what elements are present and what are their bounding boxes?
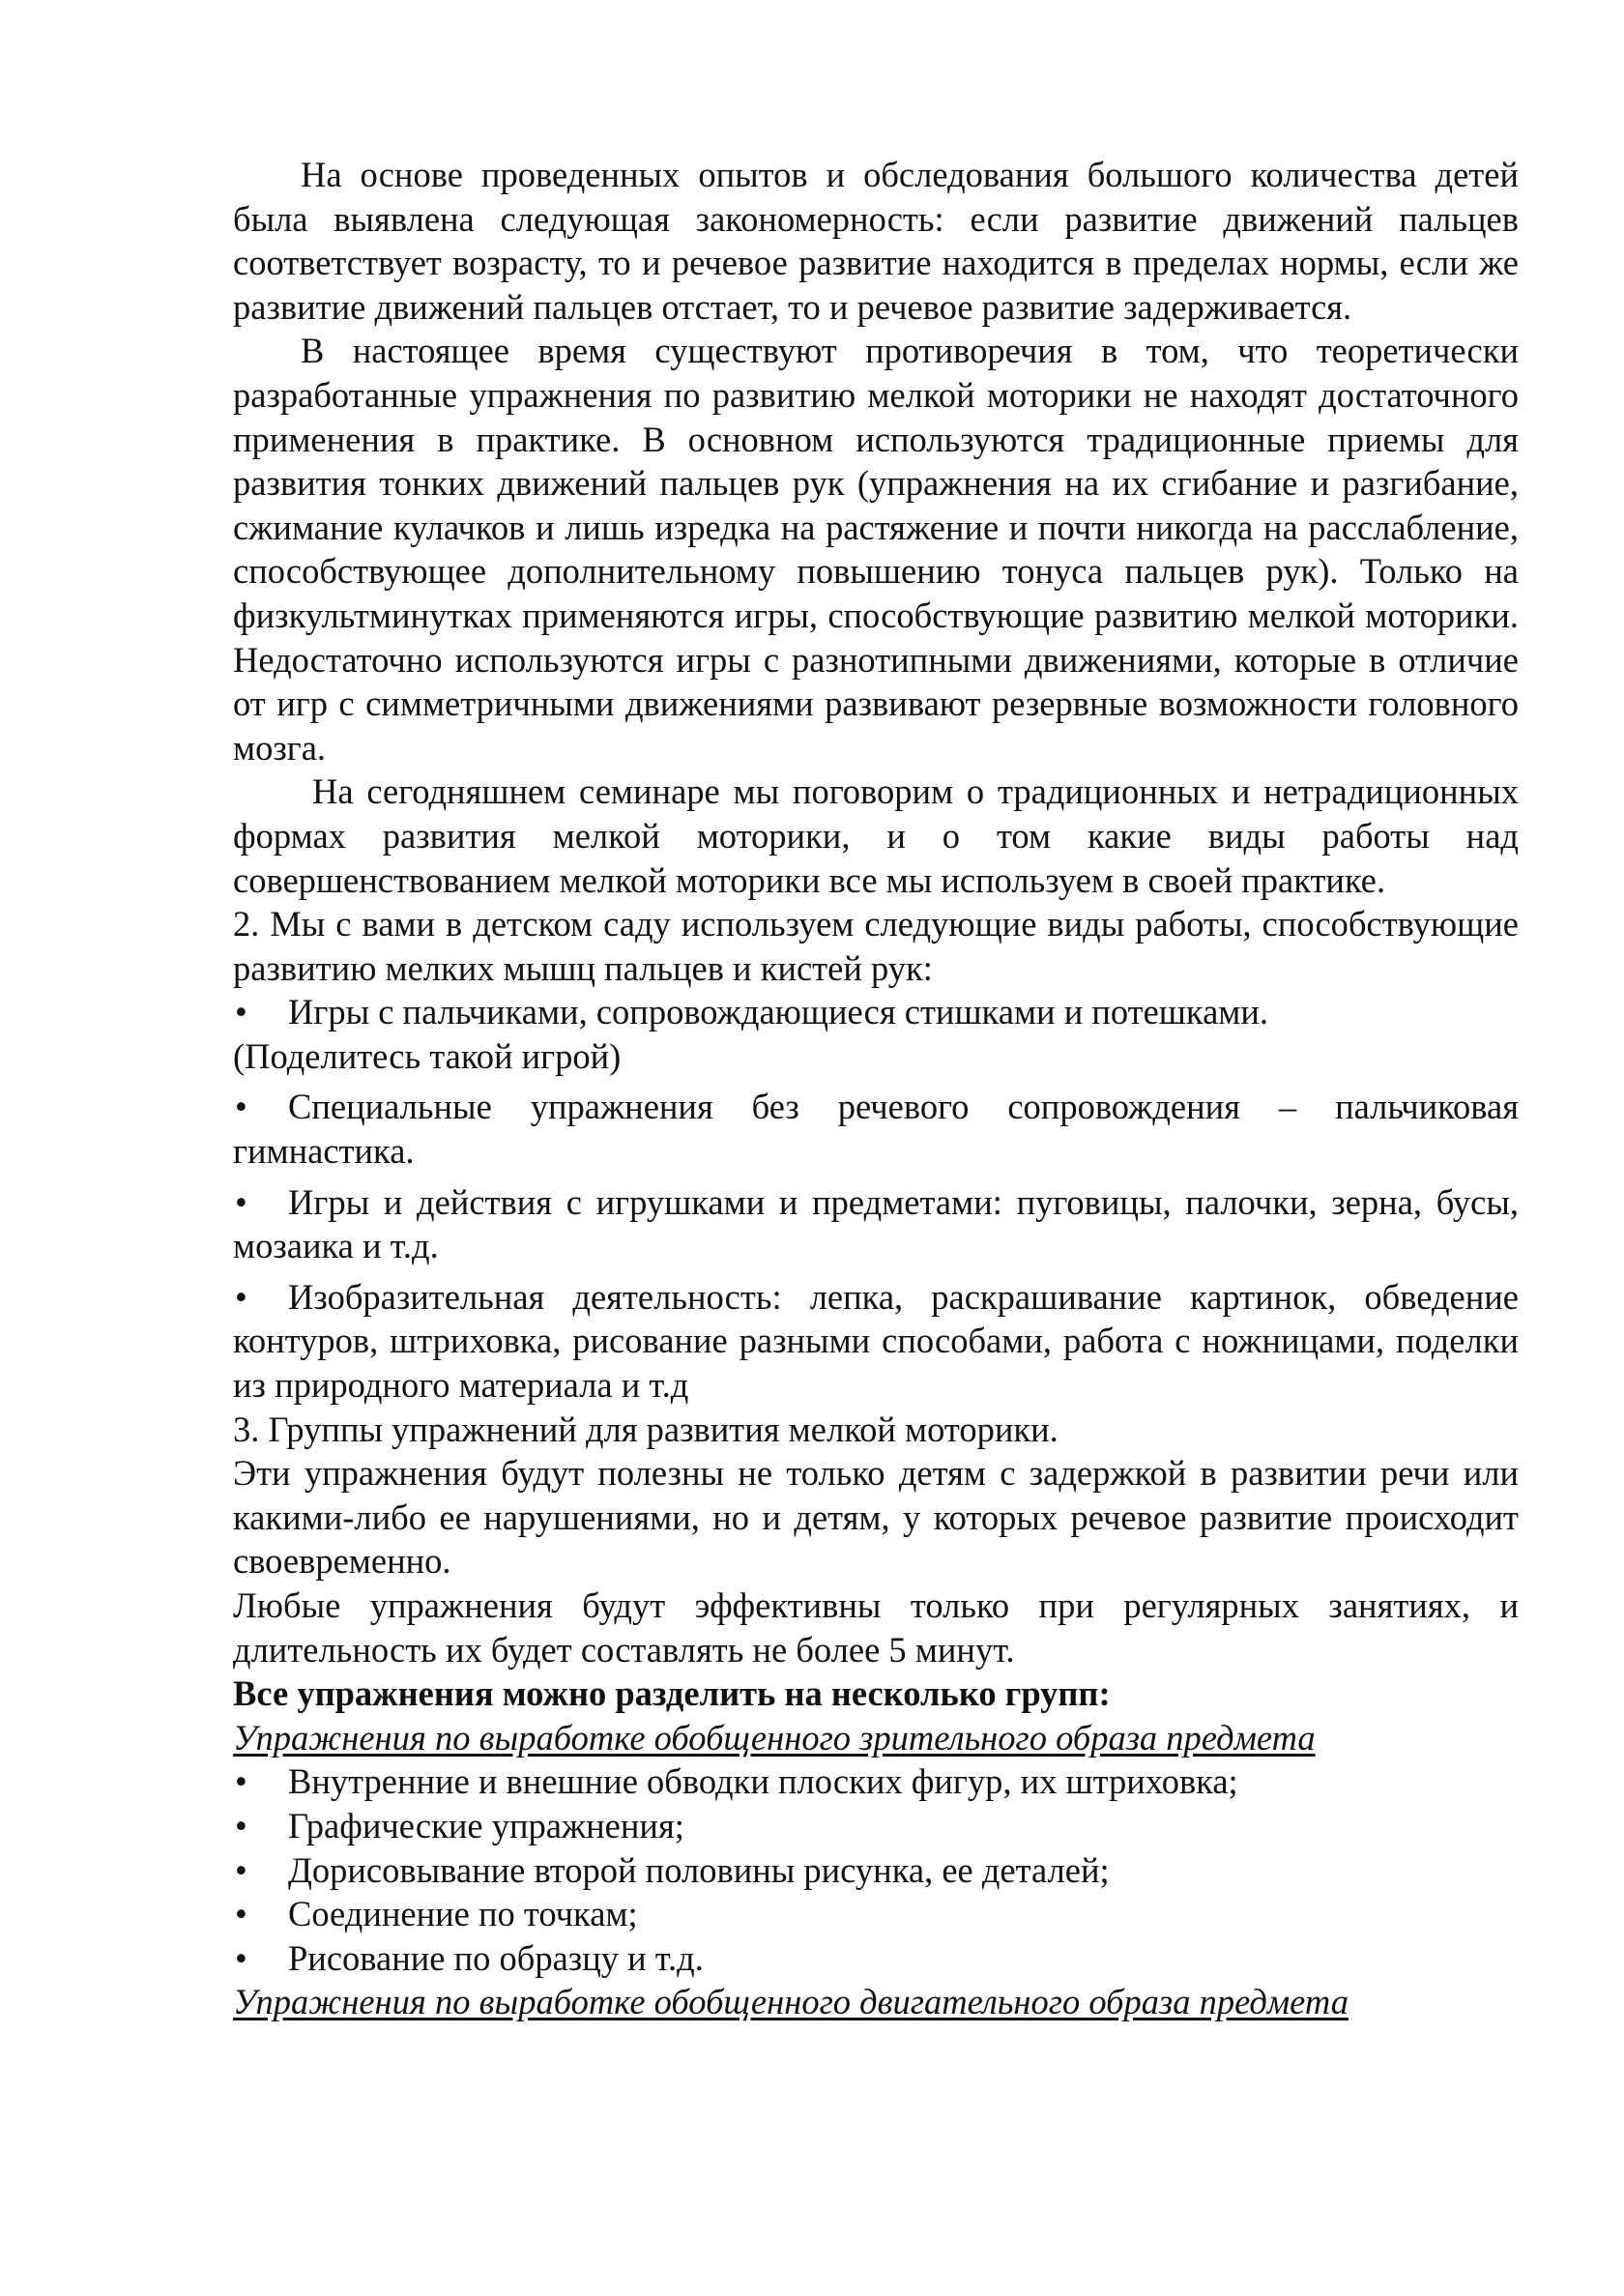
list-item-text: Игры и действия с игрушками и предметами: пуговицы, палочки, зерна, бусы, мозаика и т.д. (233, 1181, 1519, 1266)
bullet-icon: • (235, 1805, 247, 1846)
list-item-text: Дорисовывание второй половины рисунка, ее деталей; (288, 1849, 1110, 1890)
paragraph-intro: На основе проведенных опытов и обследования большого количества детей была выявлена следующая закономерность: если развитие движений пальцев соответствует возрасту, то и речевое развитие находится в пределах нормы, если же развитие движений пальцев отстает, то и речевое развитие задерживается. (233, 155, 1519, 327)
paragraph-duration: Любые упражнения будут эффективны только при регулярных занятиях, и длительность их будет составлять не более 5 минут. (233, 1585, 1519, 1670)
list-item-text: Игры с пальчиками, сопровождающиеся стишками и потешками. (288, 992, 1269, 1032)
paragraph-work-types: 2. Мы с вами в детском саду используем следующие виды работы, способствующие развитию мелких мышц пальцев и кистей рук: (233, 904, 1519, 988)
bullet-icon: • (235, 1181, 247, 1222)
list-item-text: Внутренние и внешние обводки плоских фигур, их штриховка; (288, 1761, 1238, 1802)
list-item-text: Графические упражнения; (288, 1805, 684, 1846)
list-item (233, 1936, 1519, 1981)
list-item (233, 990, 1519, 1034)
bullet-icon: • (235, 1761, 247, 1802)
document-page (233, 153, 1519, 2024)
bullet-icon: • (235, 1087, 247, 1127)
section-title: 3. Группы упражнений для развития мелкой моторики. (233, 1409, 1058, 1449)
list-item (233, 1085, 1519, 1173)
bullet-icon: • (235, 1894, 247, 1934)
bullet-icon: • (235, 992, 247, 1032)
paragraph-contradictions: В настоящее время существуют противоречия в том, что теоретически разработанные упражнения по развитию мелкой моторики не находят достаточного применения в практике. В основном используются традиционные приемы для развития тонких движений пальцев рук (упражнения на их сгибание и разгибание, сжимание кулачков и лишь изредка на растяжение и почти никогда на расслабление, способствующее дополнительному повышению тонуса пальцев рук). Только на физкультминутках применяются игры, способствующие развитию мелкой моторики. Недостаточно используются игры с разнотипными движениями, которые в отличие от игр с симметричными движениями развивают резервные возможности головного мозга. (233, 331, 1519, 768)
paragraph-usefulness: Эти упражнения будут полезны не только детям с задержкой в развитии речи или какими-либо ее нарушениями, но и детям, у которых речевое развитие происходит своевременно. (233, 1453, 1519, 1582)
subheading-visual-image: Упражнения по выработке обобщенного зрительного образа предмета (233, 1717, 1316, 1758)
list-item (233, 1275, 1519, 1408)
list-item (233, 1848, 1519, 1893)
list-item-text: Изобразительная деятельность: лепка, раскрашивание картинок, обведение контуров, штриховка, рисование разными способами, работа с ножницами, поделки из природного материала и т.д (233, 1276, 1519, 1406)
bullet-icon: • (235, 1937, 247, 1978)
note-share: (Поделитесь такой игрой) (233, 1035, 622, 1076)
list-item-text: Рисование по образцу и т.д. (288, 1937, 704, 1978)
bullet-icon: • (235, 1276, 247, 1317)
bullet-icon: • (235, 1849, 247, 1890)
list-item (233, 1804, 1519, 1848)
list-item (233, 1892, 1519, 1936)
list-item (233, 1180, 1519, 1268)
groups-heading: Все упражнения можно разделить на несколько групп: (233, 1673, 1111, 1714)
paragraph-seminar: На сегодняшнем семинаре мы поговорим о традиционных и нетрадиционных формах развития мелкой моторики, и о том какие виды работы над совершенствованием мелкой моторики все мы используем в своей практике. (233, 771, 1519, 900)
subheading-motor-image: Упражнения по выработке обобщенного двигательного образа предмета (233, 1982, 1348, 2022)
list-item (233, 1759, 1519, 1804)
list-item-text: Соединение по точкам; (288, 1894, 638, 1934)
list-item-text: Специальные упражнения без речевого сопровождения – пальчиковая гимнастика. (233, 1087, 1519, 1172)
